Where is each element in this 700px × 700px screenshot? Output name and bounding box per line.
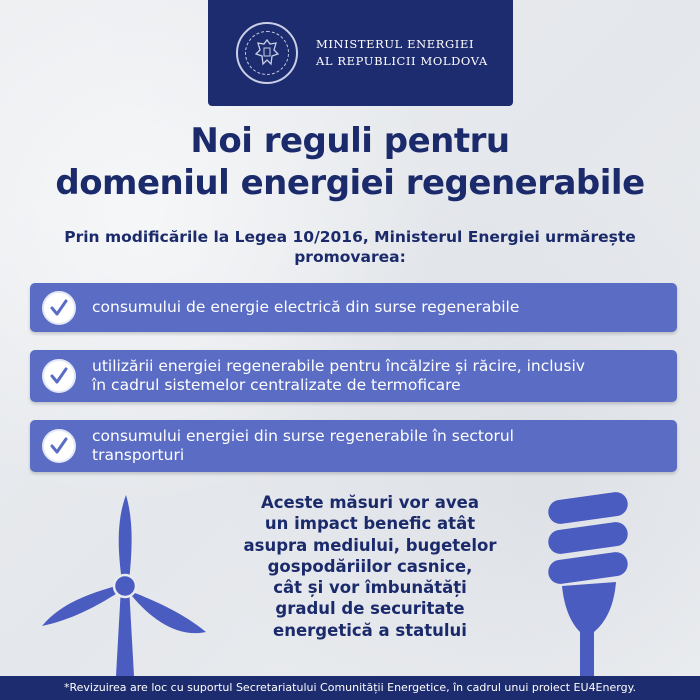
list-item-electricity [30,283,677,332]
checkmark-icon [42,291,76,325]
impact-statement [225,492,515,641]
list-item-text-line1: consumului de energie electrică din surse regenerabile [92,298,520,316]
impact-line: asupra mediului, bugetelor [243,535,497,555]
list-item-transport [30,420,677,472]
list-item-text-line2: în cadrul sistemelor centralizate de termoficare [92,376,461,394]
impact-line: un impact benefic atât [264,514,476,534]
ministry-name-line1: MINISTERUL ENERGIEI [316,37,475,51]
impact-line: cât și vor îmbunătăți [273,578,467,598]
list-item-text-line2: transporturi [92,446,185,464]
energy-saving-bulb-icon [536,490,646,680]
ministry-header [208,0,513,106]
wind-turbine-icon [30,492,220,682]
page-title [0,120,700,204]
title-line1: Noi reguli pentru [190,121,510,161]
ministry-name-line2: AL REPUBLICII MOLDOVA [316,54,488,68]
checkmark-icon [42,359,76,393]
list-item-heating-cooling [30,350,677,402]
list-item-text [92,298,519,317]
list-item-text-line1: utilizării energiei regenerabile pentru încălzire și răcire, inclusiv [92,357,585,375]
checkmark-icon [42,429,76,463]
title-line2: domeniul energiei regenerabile [55,163,645,203]
ministry-name [316,36,488,70]
subtitle [20,227,680,267]
impact-line: energetică a statului [273,620,467,640]
list-item-text [92,357,585,395]
impact-line: gospodăriilor casnice, [267,556,473,576]
government-seal-icon [236,22,298,84]
footer-note: *Revizuirea are loc cu suportul Secretariatului Comunității Energetice, în cadrul unui proiect EU4Energy. [0,676,700,700]
list-item-text [92,427,514,465]
list-item-text-line1: consumului energiei din surse regenerabile în sectorul [92,427,514,445]
impact-line: Aceste măsuri vor avea [260,493,479,512]
subtitle-line1: Prin modificările la Legea 10/2016, Ministerul Energiei urmărește [64,228,636,246]
impact-line: gradul de securitate [275,599,465,619]
subtitle-line2: promovarea: [294,248,406,266]
